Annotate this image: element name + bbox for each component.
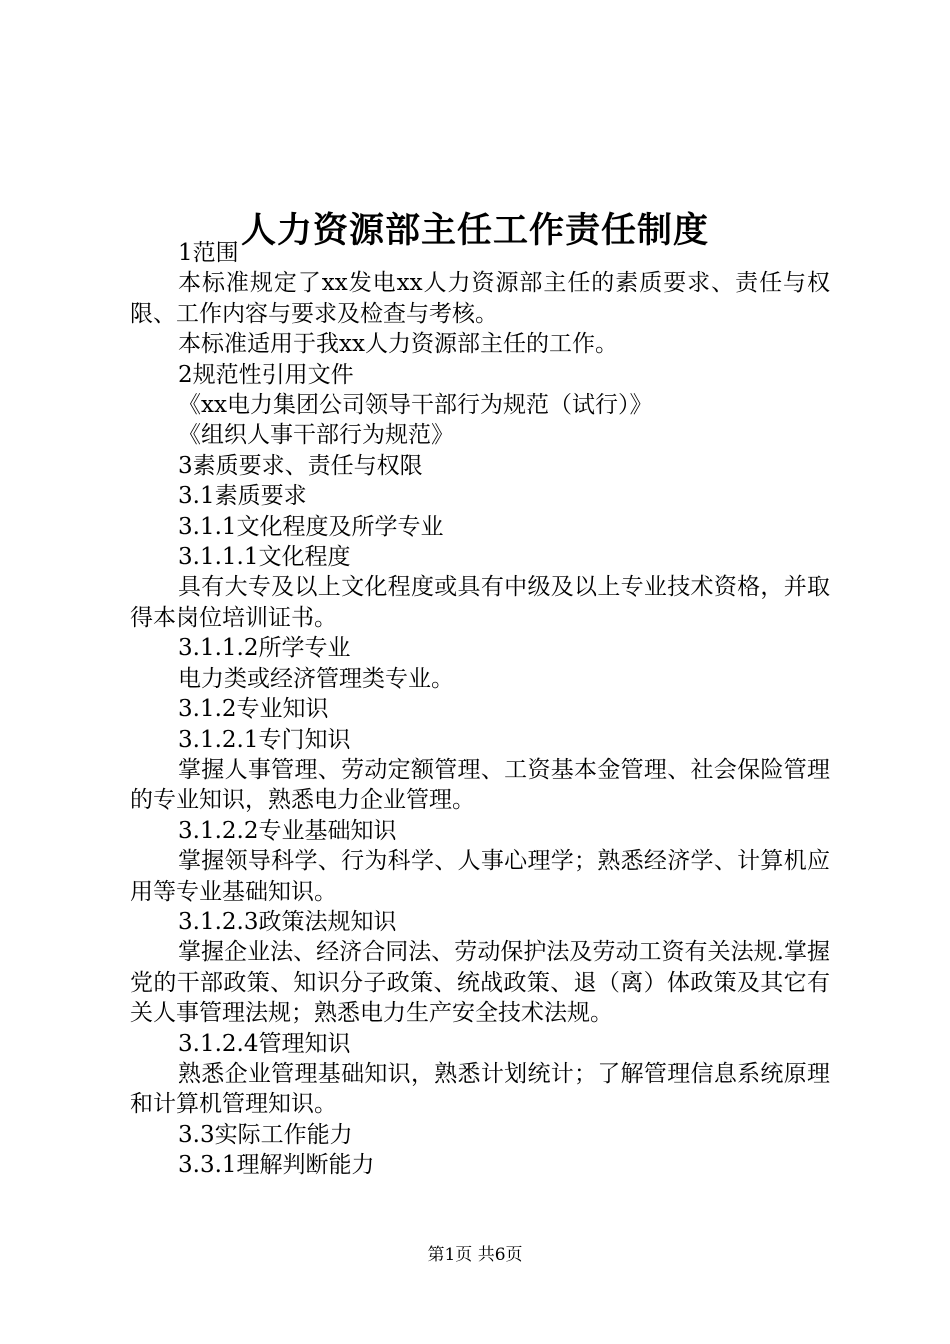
section-heading: 3.1.2专业知识: [178, 696, 329, 723]
section-heading: 3.3.1理解判断能力: [178, 1152, 375, 1179]
paragraph: 本标准规定了xx发电xx人力资源部主任的素质要求、责任与权限、工作内容与要求及检查与考核。: [130, 270, 830, 327]
section-heading: 3.1.2.3政策法规知识: [178, 908, 397, 935]
section-heading: 3.3实际工作能力: [178, 1121, 353, 1148]
paragraph: 掌握领导科学、行为科学、人事心理学；熟悉经济学、计算机应用等专业基础知识。: [130, 848, 830, 905]
reference-item: 《xx电力集团公司领导干部行为规范（试行）》: [178, 392, 653, 419]
reference-item: 《组织人事干部行为规范》: [178, 422, 454, 449]
document-body: [130, 238, 830, 1181]
paragraph: 熟悉企业管理基础知识，熟悉计划统计；了解管理信息系统原理和计算机管理知识。: [130, 1060, 830, 1118]
section-heading: 3.1.2.2专业基础知识: [178, 817, 397, 844]
page-number-footer: 第1页 共6页: [427, 1245, 523, 1265]
section-heading: 3.1.1.2所学专业: [178, 635, 351, 662]
section-heading: 3.1.2.1专门知识: [178, 726, 351, 753]
paragraph: 掌握企业法、经济合同法、劳动保护法及劳动工资有关法规.掌握党的干部政策、知识分子政策、统战政策、退（离）体政策及其它有关人事管理法规；熟悉电力生产安全技术法规。: [130, 939, 830, 1027]
section-heading: 1范围: [178, 240, 239, 266]
section-heading: 3.1素质要求: [178, 483, 307, 510]
section-heading: 2规范性引用文件: [178, 361, 354, 388]
document-title: 人力资源部主任工作责任制度: [240, 210, 709, 252]
paragraph: 具有大专及以上文化程度或具有中级及以上专业技术资格，并取得本岗位培训证书。: [130, 574, 830, 631]
paragraph: 电力类或经济管理类专业。: [178, 665, 454, 692]
paragraph: 掌握人事管理、劳动定额管理、工资基本金管理、社会保险管理的专业知识，熟悉电力企业管理。: [130, 756, 830, 814]
section-heading: 3.1.1.1文化程度: [178, 544, 351, 571]
paragraph: 本标准适用于我xx人力资源部主任的工作。: [178, 331, 618, 358]
section-heading: 3.1.2.4管理知识: [178, 1030, 351, 1057]
section-heading: 3素质要求、责任与权限: [178, 452, 423, 479]
section-heading: 3.1.1文化程度及所学专业: [178, 513, 444, 540]
